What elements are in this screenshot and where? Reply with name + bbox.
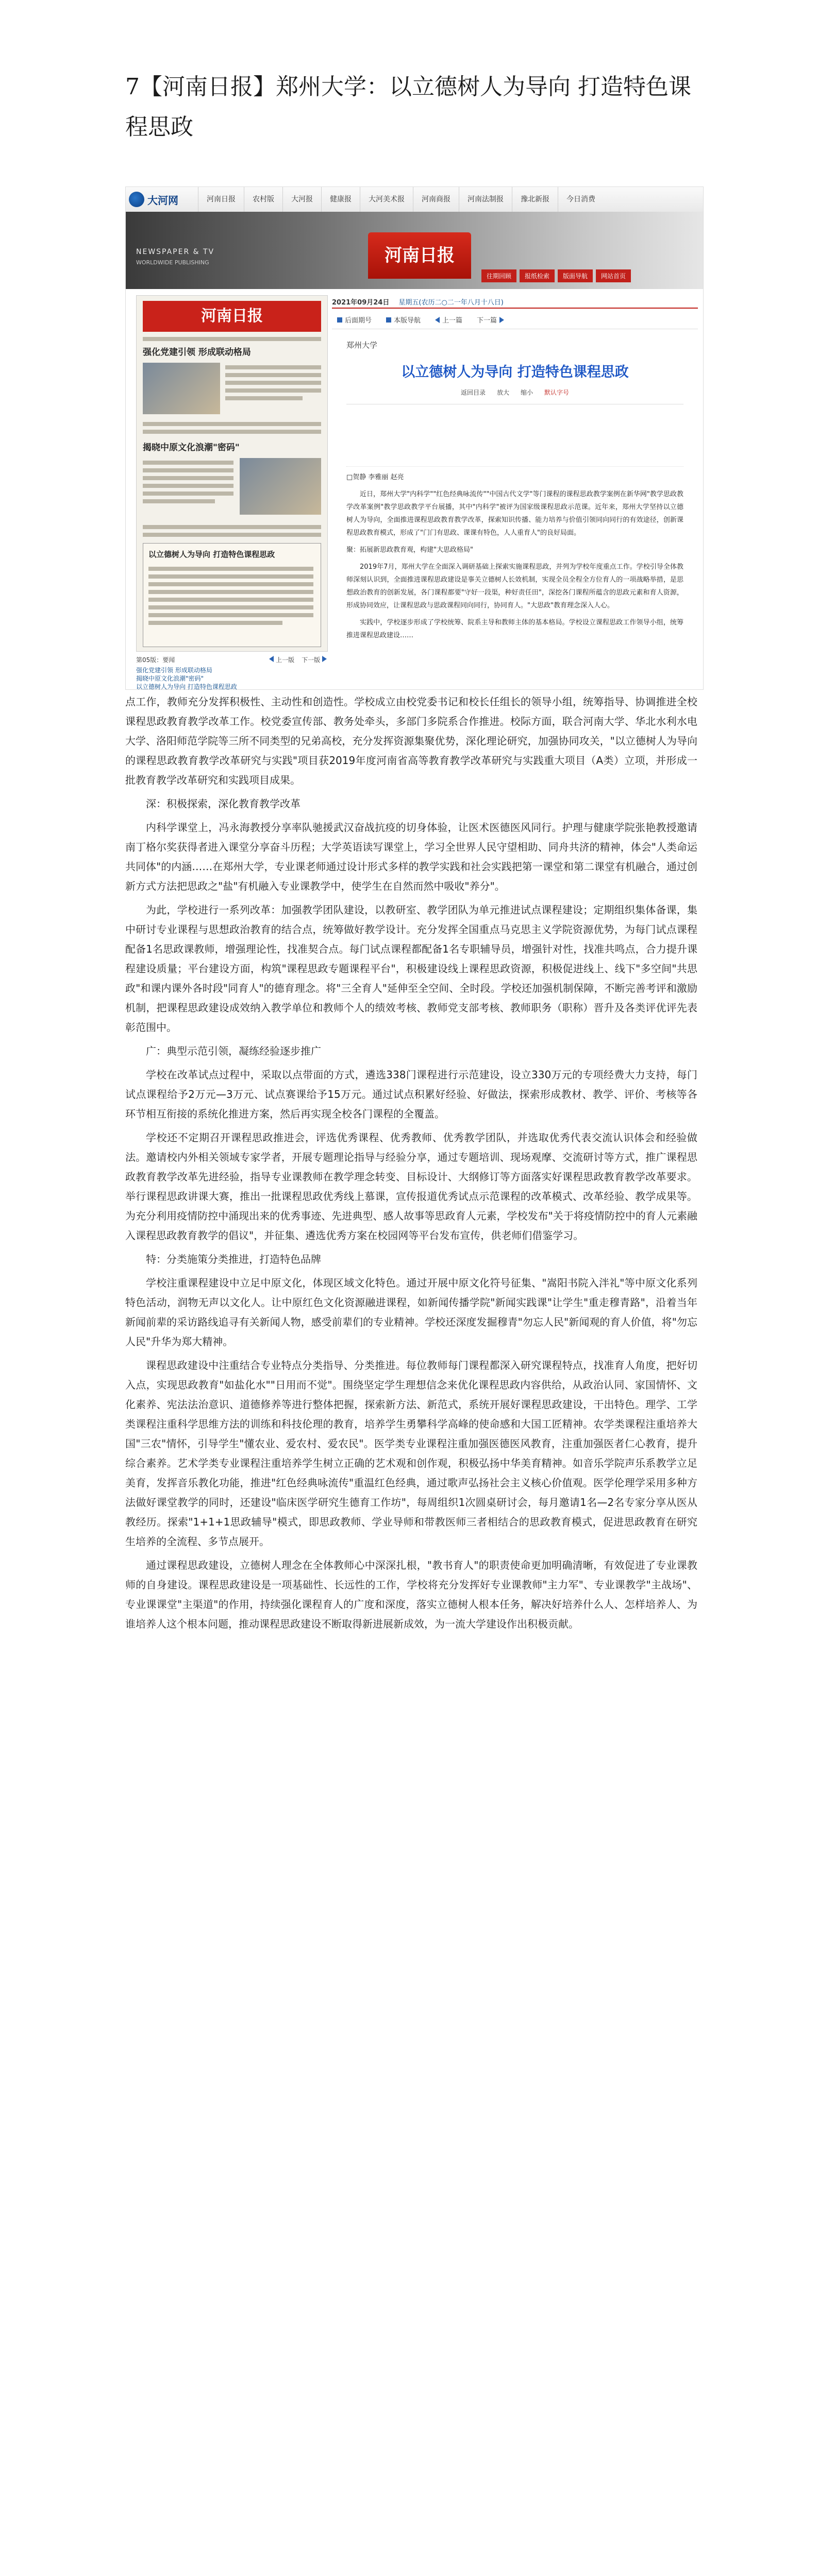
article-paragraph: 近日，郑州大学"内科学""红色经典咏流传""中国古代文学"等门课程的课程思政教学案例在新华网"教学思政教学改革案例"教学思政教学平台展播，其中"内科学"被评为国家级课程思政示范课。近年来，郑州大学坚持以立德树人为导向，全面推进课程思政教育教学改革，探索知识传播、能力培养与价值引领同向同行的有效途径，创新课程思政教育模式，形成了"门门有思政、课课有特色，人人重育人"的良好局面。 xyxy=(346,490,683,537)
prev-arrow-icon xyxy=(269,656,274,662)
article-body-continued xyxy=(125,692,697,1638)
thumb-text xyxy=(143,430,321,434)
globe-logo-icon xyxy=(129,192,144,207)
article-link[interactable]: 以立德树人为导向 打造特色课程思政 xyxy=(136,683,237,690)
issue-date: 2021年09月24日 xyxy=(332,298,390,307)
site-nav-bar xyxy=(126,187,703,212)
page-nav-footer xyxy=(136,653,327,690)
paper-name-badge: 河南日报 xyxy=(368,232,471,279)
article-meta xyxy=(346,388,683,404)
thumb-text xyxy=(148,582,313,586)
body-paragraph: 内科学课堂上，冯永海教授分享率队驰援武汉奋战抗疫的切身体验，让医术医德医风同行。护理与健康学院张艳教授邀请南丁格尔奖获得者进入课堂分享奋斗历程；大学英语读写课堂上，学习全世界人民守望相助、同舟共济的精神，体会"人类命运共同体"的内涵……在郑州大学，专业课老师通过设计形式多样的教学实践和社会实践把第一课堂和第二课堂有机融合，通过创新方式方法把思政之"盐"有机融入专业课教学中，使学生在自然而然中吸收"养分"。 xyxy=(125,821,697,892)
nav-item[interactable]: 河南商报 xyxy=(413,187,459,212)
thumb-text xyxy=(148,574,313,579)
page-thumbnail[interactable] xyxy=(136,295,328,652)
nav-item[interactable]: 大河报 xyxy=(282,187,321,212)
date-bar xyxy=(332,295,698,309)
thumb-photo xyxy=(143,363,220,414)
banner-tab[interactable]: 报纸检索 xyxy=(520,269,555,282)
article-subheading: 聚：拓展新思政教育观，构建"大思政格局" xyxy=(346,546,473,554)
body-paragraph: 通过课程思政建设，立德树人理念在全体教师心中深深扎根，"教书育人"的职责使命更加明确清晰，有效促进了专业课教师的自身建设。课程思政建设是一项基础性、长远性的工作，学校将充分发挥好专业课教师"主力军"、专业课教学"主战场"、专业课课堂"主渠道"的作用，持续强化课程育人的广度和深度，落实立德树人根本任务，解决好培养什么人、怎样培养人、为谁培养人这个根本问题，推动课程思政建设不断取得新进展新成效，为一流大学建设作出积极贡献。 xyxy=(125,1559,697,1630)
thumb-photo xyxy=(240,458,321,515)
article-card xyxy=(332,329,698,652)
nav-item[interactable]: 河南法制报 xyxy=(459,187,512,212)
zoom-in-link[interactable]: 放大 xyxy=(496,389,509,396)
nav-item[interactable]: 河南日报 xyxy=(198,187,244,212)
thumb-text xyxy=(148,598,313,602)
thumb-text xyxy=(225,373,321,377)
nav-item[interactable]: 豫北新报 xyxy=(512,187,558,212)
thumb-text xyxy=(225,396,303,400)
body-paragraph: 为此，学校进行一系列改革：加强教学团队建设，以教研室、教学团队为单元推进试点课程建设；定期组织集体备课，集中研讨专业课程与思想政治教育的结合点，统筹做好教学设计。充分发挥全国重点马克思主义学院资源优势，为每门试点课程配备1名思政课教师，增强理论性，找准契合点。每门试点课程都配备1名专职辅导员，增强针对性，找准共鸣点，合力提升课程建设质量；平台建设方面，构筑"课程思政专题课程平台"，积极建设线上课程思政资源，积极促进线上、线下"多空间"共思政"和课内课外各时段"同育人"的德育理念。将"三全育人"延伸至全空间、全时段。学校还加强机制保障，不断完善考评和激励机制，把课程思政建设成效纳入教学单位和教师个人的绩效考核、教师党支部考核、教师职务（职称）晋升及各类评优评先表彰范围中。 xyxy=(125,904,697,1033)
thumb-headline-2: 揭晓中原文化浪潮"密码" xyxy=(143,443,240,453)
thumb-rule xyxy=(143,337,321,341)
banner-tab[interactable]: 往期回顾 xyxy=(481,269,516,282)
thumb-text xyxy=(225,388,321,393)
site-banner xyxy=(126,212,703,289)
zoom-out-link[interactable]: 缩小 xyxy=(521,389,533,396)
font-size-selector[interactable]: 默认字号 xyxy=(544,389,570,396)
site-logo-text: 大河网 xyxy=(147,194,178,207)
page-label: 第05版：要闻 xyxy=(136,656,175,664)
thumb-text xyxy=(143,533,321,537)
body-paragraph: 学校还不定期召开课程思政推进会，评选优秀课程、优秀教师、优秀教学团队，并选取优秀代表交流认识体会和经验做法。邀请校内外相关领域专家学者，开展专题理论指导与经验分享，通过专题培训、现场观摩、交流研讨等方式，推广课程思政教育教学改革先进经验，指导专业课教师在教学理念转变、目标设计、大纲修订等方面落实好课程思政教育教学改革要求。举行课程思政讲课大赛，推出一批课程思政优秀线上慕课，宣传报道优秀试点示范课程的改革模式、改革经验、教学成果等。为充分利用疫情防控中涌现出来的优秀事迹、先进典型、感人故事等思政育人元素，学校发布"关于将疫情防控中的育人元素融入课程思政教育教学的倡议"，并征集、遴选优秀方案在校园网等平台发布宣传，供老师们借鉴学习。 xyxy=(125,1131,697,1242)
thumb-text xyxy=(225,365,321,369)
newspaper-web-screenshot xyxy=(125,187,704,690)
thumb-text xyxy=(143,492,233,496)
issue-date-extra: 星期五(农历二○二一年八月十八日) xyxy=(398,298,504,307)
body-paragraph: 学校注重课程建设中立足中原文化，体现区域文化特色。通过开展中原文化符号征集、"嵩阳书院入泮礼"等中原文化系列特色活动，润物无声以文化人。让中原红色文化资源融进课程，如新闻传播学院"新闻实践课"让学生"重走穆青路"，沿着当年新闻前辈的采访路线追寻有关新闻人物，感受前辈们的专业精神。学校还深度发掘穆青"勿忘人民"新闻观的育人价值，将"勿忘人民"升华为郑大精神。 xyxy=(125,1277,697,1348)
square-bullet-icon xyxy=(386,317,391,323)
prev-page-link[interactable]: 上一版 xyxy=(269,655,294,664)
article-toolbar xyxy=(332,309,698,329)
banner-tab[interactable]: 版面导航 xyxy=(558,269,593,282)
section-heading-shen: 深：积极探索，深化教育教学改革 xyxy=(146,798,301,810)
banner-tabs xyxy=(481,269,631,282)
nav-item[interactable]: 农村版 xyxy=(244,187,282,212)
thumb-headline-1: 强化党建引领 形成联动格局 xyxy=(143,347,251,358)
section-heading-guang: 广：典型示范引领，凝练经验逐步推广 xyxy=(146,1045,321,1057)
section-heading-te: 特：分类施策分类推进，打造特色品牌 xyxy=(146,1253,321,1265)
nav-item[interactable]: 健康报 xyxy=(321,187,360,212)
thumb-text xyxy=(148,567,313,571)
tool-prev-article[interactable]: 上一篇 xyxy=(435,315,462,325)
thumb-text xyxy=(148,605,313,609)
site-logo[interactable] xyxy=(129,190,191,209)
next-arrow-icon xyxy=(499,317,504,323)
nav-items xyxy=(198,187,604,212)
banner-subtitle: WORLDWIDE PUBLISHING xyxy=(136,259,209,266)
nav-item[interactable]: 大河美术报 xyxy=(360,187,413,212)
article-byline: □贺静 李雅丽 赵亮 xyxy=(346,473,404,481)
thumb-highlighted-article[interactable] xyxy=(143,543,321,647)
paper-masthead: 河南日报 xyxy=(143,301,321,332)
thumb-text xyxy=(225,381,321,385)
document-title: 7【河南日报】郑州大学：以立德树人为导向 打造特色课程思政 xyxy=(125,74,691,140)
square-bullet-icon xyxy=(337,317,342,323)
thumb-text xyxy=(143,422,321,426)
banner-tab[interactable]: 网站首页 xyxy=(596,269,631,282)
back-to-contents-link[interactable]: 返回目录 xyxy=(460,389,486,396)
thumb-text xyxy=(143,484,233,488)
body-paragraph: 课程思政建设中注重结合专业特点分类指导、分类推进。每位教师每门课程都深入研究课程特点，找准育人角度，把好切入点，实现思政教育"如盐化水""日用而不觉"。围绕坚定学生理想信念来优化课程思政内容供给，从政治认同、家国情怀、文化素养、宪法法治意识、道德修养等进行整体把握，探索新方法、新范式，系统开展好课程思政建设，干出特色。理学、工学类课程注重科学思维方法的训练和科技伦理的教育，培养学生勇攀科学高峰的使命感和大国工匠精神。农学类课程注重培养大国"三农"情怀，引导学生"懂农业、爱农村、爱农民"。医学类专业课程注重加强医德医风教育，注重加强医者仁心教育，提升综合素养。艺术学类专业课程注重培养学生树立正确的艺术观和创作观，积极弘扬中华美育精神。如音乐学院声乐系教学立足美育，发挥音乐教化功能，推进"红色经典咏流传"重温红色经典，通过歌声弘扬社会主义核心价值观。医学伦理学采用多种方法做好课堂教学的同时，还建设"临床医学研究生德育工作坊"，每周组织1次圆桌研讨会，每月邀请1名—2名专家分享从医从教经历。探索"1+1+1思政辅导"模式，即思政教师、学业导师和带教医师三者相结合的思政教育模式，促进思政教育在研究生培养的全流程、多节点展开。 xyxy=(125,1359,697,1548)
thumb-text xyxy=(148,621,282,625)
thumb-text xyxy=(143,525,321,529)
next-arrow-icon xyxy=(322,656,327,662)
article-title: 以立德树人为导向 打造特色课程思政 xyxy=(401,364,629,380)
article-kicker: 郑州大学 xyxy=(346,341,378,350)
body-paragraph: 学校在改革试点过程中，采取以点带面的方式，遴选338门课程进行示范建设，设立330万元的专项经费大力支持，每门试点课程给予2万元—3万元、试点赛课给予15万元。通过试点积累好经验、好做法，探索形成教材、教学、评价、考核等各环节相互衔接的系统化推进方案，然后再实现全校各门课程的全覆盖。 xyxy=(125,1069,697,1120)
thumb-text xyxy=(148,613,313,617)
nav-item[interactable]: 今日消费 xyxy=(558,187,604,212)
thumb-text xyxy=(148,590,313,594)
thumb-text xyxy=(143,461,233,465)
thumb-text xyxy=(143,476,233,480)
next-page-link[interactable]: 下一版 xyxy=(302,655,327,664)
article-link[interactable]: 揭晓中原文化浪潮"密码" xyxy=(136,675,204,682)
article-pane xyxy=(332,295,698,687)
article-link[interactable]: 强化党建引领 形成联动格局 xyxy=(136,667,212,674)
article-paragraph: 实践中，学校逐步形成了学校统筹、院系主导和教师主体的基本格局。学校设立课程思政工作领导小组，统筹推进课程思政建设…… xyxy=(346,619,683,639)
thumb-text xyxy=(143,499,215,503)
thumb-text xyxy=(143,468,233,472)
article-paragraph: 2019年7月，郑州大学在全面深入调研基础上探索实施课程思政，并列为学校年度重点工作。学校引导全体教师深刻认识到，全面推进课程思政建设是事关立德树人长效机制，实现全员全程全方位育人的一项战略举措，是思想政治教育的创新发展，各门课程都要"守好一段渠，种好责任田"，深挖各门课程所蕴含的思政元素和育人资源，形成协同效应，让课程思政与思政课程同向同行，协同育人。"大思政"教育理念深入人心。 xyxy=(346,563,683,609)
tool-next-article[interactable]: 下一篇 xyxy=(477,315,504,325)
tool-page-nav[interactable]: 本版导航 xyxy=(386,315,421,325)
body-paragraph: 点工作，教师充分发挥积极性、主动性和创造性。学校成立由校党委书记和校长任组长的领导小组，统筹指导、协调推进全校课程思政教育教学改革工作。校党委宣传部、教务处牵头，多部门多院系合作推进。校际方面，联合河南大学、华北水利水电大学、洛阳师范学院等三所不同类型的兄弟高校，充分发挥资源集聚优势，深化理论研究，加强协同攻关，"以立德树人为导向的课程思政教育教学改革研究与实践"项目获2019年度河南省高等教育教学改革研究与实践重大项目（A类）立项，并形成一批教育教学改革研究和实践项目成果。 xyxy=(125,696,697,786)
thumb-headline-3: 以立德树人为导向 打造特色课程思政 xyxy=(148,550,275,559)
tool-back-issue[interactable]: 后面期号 xyxy=(337,315,372,325)
banner-title: NEWSPAPER & TV xyxy=(136,248,215,256)
article-blank-area xyxy=(346,404,683,467)
prev-arrow-icon xyxy=(435,317,440,323)
